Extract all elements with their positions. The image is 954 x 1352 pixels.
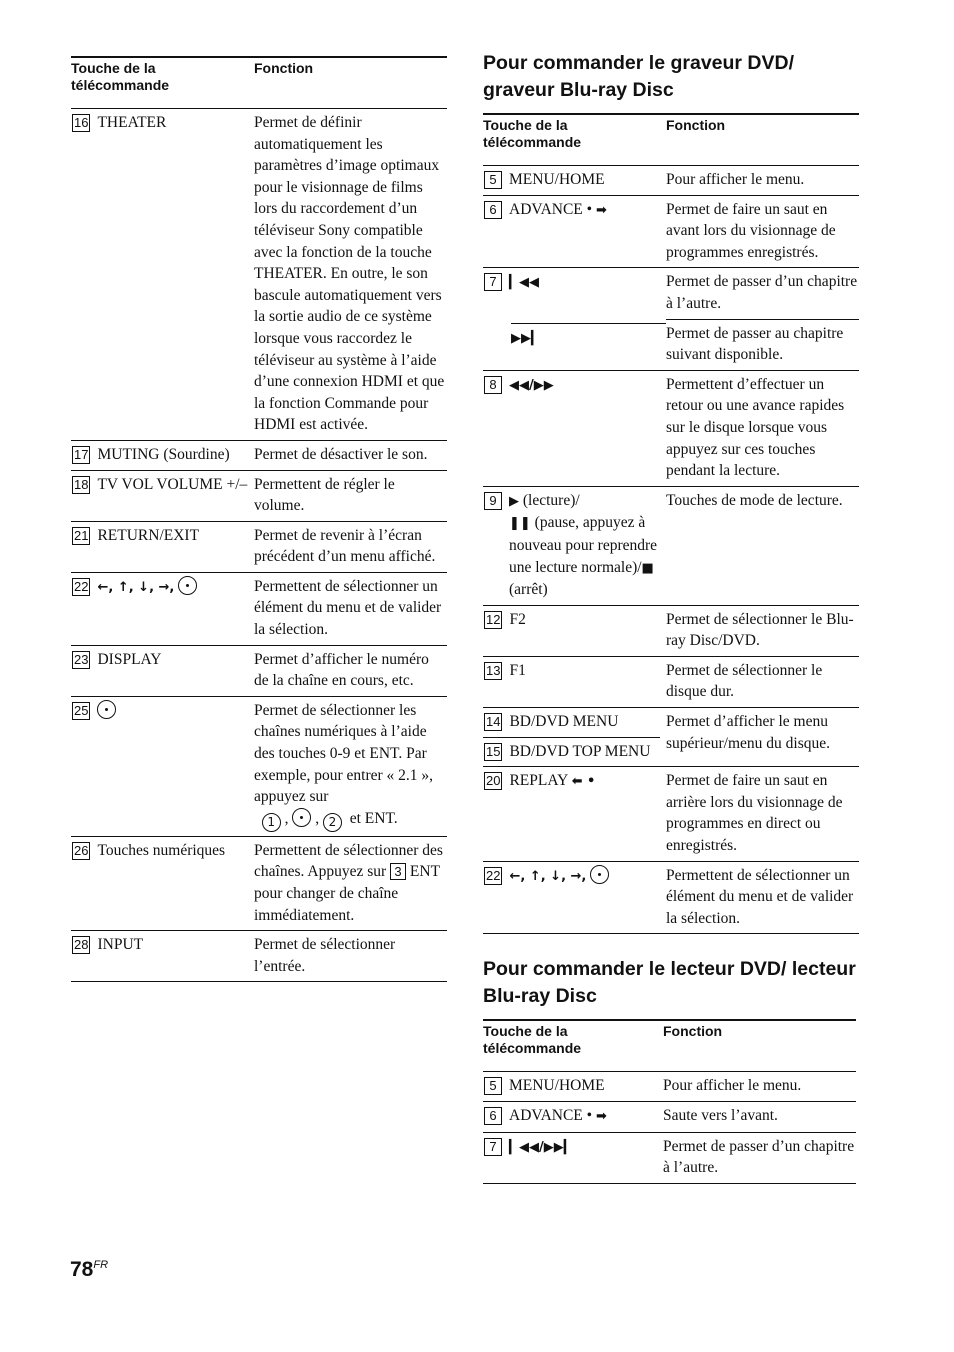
function-text: Permet de faire un saut en avant lors du visionnage de programmes enregistrés. bbox=[666, 200, 836, 261]
key-label: (lecture)/ bbox=[522, 491, 580, 509]
header-key: Touche de la télécommande bbox=[483, 1023, 582, 1057]
function-text: Permet de passer d’un chapitre à l’autre. bbox=[663, 1137, 855, 1177]
key-number: 9 bbox=[484, 492, 502, 510]
function-cell: Permet de sélectionner les chaînes numériques à l’aide des touches 0-9 et ENT. Par exemple, pour entrer « 2.1 », appuyez sur 1 , , 2 et ENT. bbox=[254, 696, 447, 836]
function-text: Permettent de régler le volume. bbox=[254, 475, 395, 515]
key-number: 21 bbox=[74, 527, 89, 543]
function-text: Permettent de sélectionner un élément du menu et de valider la sélection. bbox=[666, 866, 854, 927]
table-row bbox=[483, 1132, 856, 1183]
key-number: 25 bbox=[74, 702, 89, 718]
table-row bbox=[71, 440, 447, 470]
table-row bbox=[71, 109, 447, 441]
table-row bbox=[71, 696, 447, 836]
recorder-remote-table bbox=[483, 113, 859, 934]
key-number: 17 bbox=[74, 446, 89, 462]
page-language-suffix: FR bbox=[93, 1259, 109, 1271]
key-number: 6 bbox=[484, 1107, 502, 1125]
key-number: 7 bbox=[484, 273, 502, 291]
key-label: (arrêt) bbox=[509, 581, 548, 599]
key-number: 23 bbox=[74, 651, 89, 667]
digit-key-icon: 3 bbox=[390, 863, 406, 880]
table-header bbox=[483, 1020, 856, 1072]
table-row bbox=[483, 195, 859, 268]
key-number: 22 bbox=[74, 578, 89, 594]
key-label: MENU/HOME bbox=[509, 171, 605, 188]
key-label: REPLAY bbox=[509, 772, 568, 790]
advance-arrow-icon: ➡ bbox=[595, 202, 607, 218]
page-number bbox=[70, 1258, 108, 1282]
table-row bbox=[71, 836, 447, 930]
function-tail: et ENT. bbox=[349, 809, 398, 827]
dot-button-icon bbox=[97, 700, 116, 719]
table-row bbox=[71, 645, 447, 696]
key-label: DISPLAY bbox=[97, 650, 162, 668]
key-number: 18 bbox=[74, 476, 89, 492]
function-text: Saute vers l’avant. bbox=[663, 1107, 778, 1124]
rewind-forward-icon: ◀◀/▶▶ bbox=[509, 377, 554, 393]
header-function: Fonction bbox=[666, 117, 726, 133]
table-row bbox=[483, 708, 859, 767]
header-function: Fonction bbox=[663, 1023, 723, 1040]
function-text: Permettent de sélectionner un élément du menu et de valider la sélection. bbox=[254, 577, 442, 639]
header-key: Touche de la télécommande bbox=[71, 60, 170, 93]
table-row bbox=[483, 166, 859, 196]
key-label: THEATER bbox=[97, 114, 167, 131]
left-remote-table bbox=[71, 56, 447, 982]
digit-button-icon: 2 bbox=[323, 813, 342, 832]
key-label: INPUT bbox=[97, 936, 144, 954]
table-row bbox=[71, 931, 447, 982]
key-label: MENU/HOME bbox=[509, 1077, 605, 1095]
function-text: Permet d’afficher le numéro de la chaîne en cours, etc. bbox=[254, 650, 429, 690]
next-icon: ▶▶▎ bbox=[511, 330, 541, 346]
function-text: Permet de sélectionner le disque dur. bbox=[666, 661, 823, 701]
function-text: Pour afficher le menu. bbox=[666, 171, 805, 188]
function-text: Permet d’afficher le menu supérieur/menu du disque. bbox=[666, 713, 831, 752]
key-label: BD/DVD TOP MENU bbox=[509, 742, 651, 760]
right-column bbox=[483, 50, 859, 1184]
key-number: 12 bbox=[486, 611, 501, 627]
function-text: ENT pour changer de chaîne immédiatement. bbox=[254, 863, 440, 924]
advance-arrow-icon: ➡ bbox=[595, 1109, 607, 1124]
previous-icon: ▎◀◀ bbox=[509, 275, 539, 291]
function-text: Permet de sélectionner les chaînes numériques à l’aide des touches 0-9 et ENT. Par exemple, pour entrer « 2.1 », appuyez sur bbox=[254, 701, 434, 806]
key-number: 16 bbox=[74, 115, 89, 130]
key-label: (pause, appuyez à nouveau pour reprendre une lecture normale)/ bbox=[509, 514, 658, 576]
table-row bbox=[483, 656, 859, 707]
function-text: Permet de passer d’un chapitre à l’autre. bbox=[666, 273, 858, 312]
function-text: Permet de sélectionner le Blu-ray Disc/DVD. bbox=[666, 610, 854, 650]
function-text: Touches de mode de lecture. bbox=[666, 491, 843, 509]
table-row bbox=[483, 861, 859, 934]
play-icon: ▶ bbox=[509, 493, 519, 509]
key-label: Touches numériques bbox=[97, 841, 226, 859]
section-title: Pour commander le graveur DVD/ graveur Blu-ray Disc bbox=[483, 52, 795, 101]
table-header bbox=[71, 57, 447, 109]
dot-button-icon bbox=[292, 808, 311, 827]
key-label: F2 bbox=[509, 610, 526, 628]
key-label: ADVANCE • bbox=[509, 200, 593, 218]
table-row bbox=[71, 470, 447, 521]
function-text: Permet de revenir à l’écran précédent d’un menu affiché. bbox=[254, 526, 436, 566]
player-remote-table bbox=[483, 1019, 856, 1183]
key-number: 5 bbox=[484, 1077, 502, 1095]
enter-button-icon bbox=[590, 865, 609, 884]
arrow-keys-label: ←, ↑, ↓, →, bbox=[97, 579, 175, 595]
function-text: Permettent de sélectionner des chaînes. Appuyez sur bbox=[254, 841, 443, 881]
key-number: 20 bbox=[486, 773, 501, 789]
table-row bbox=[71, 572, 447, 645]
function-text: Permet de définir automatiquement les paramètres d’image optimaux pour le visionnage de films lors du raccordement d’un téléviseur Sony compatible avec la fonction de la touche THEATER. En outre, le son bascule automatiquement vers la sortie audio de ce système lorsque vous raccordez le téléviseur au système à l’aide d’une connexion HDMI et que la fonction Commande pour HDMI est activée. bbox=[254, 114, 445, 434]
key-number: 8 bbox=[484, 376, 502, 394]
key-label: F1 bbox=[509, 661, 526, 679]
table-row bbox=[71, 521, 447, 572]
key-number: 7 bbox=[484, 1138, 502, 1156]
arrow-keys-label: ←, ↑, ↓, →, bbox=[509, 868, 587, 884]
table-row bbox=[483, 370, 859, 486]
function-text: Permettent d’effectuer un retour ou une avance rapides sur le disque lorsque vous appuyez sur ces touches pendant la lecture. bbox=[666, 375, 845, 480]
key-label: MUTING (Sourdine) bbox=[97, 445, 230, 463]
header-function: Fonction bbox=[254, 60, 314, 76]
key-number: 14 bbox=[486, 714, 501, 730]
table-row bbox=[483, 1072, 856, 1102]
stop-icon: ■ bbox=[641, 560, 654, 576]
replay-arrow-icon: ⬅ • bbox=[571, 774, 596, 790]
table-row bbox=[483, 1102, 856, 1133]
key-number: 15 bbox=[486, 743, 501, 759]
table-row bbox=[483, 767, 859, 861]
section-title: Pour commander le lecteur DVD/ lecteur Blu-ray Disc bbox=[483, 958, 856, 1008]
table-row bbox=[483, 605, 859, 656]
key-number: 13 bbox=[486, 662, 501, 678]
pause-icon: ❚❚ bbox=[509, 516, 531, 532]
digit-button-icon: 1 bbox=[262, 813, 281, 832]
function-text: Permet de faire un saut en arrière lors du visionnage de programmes en direct ou enregistrés. bbox=[666, 772, 843, 855]
page-number-value: 78 bbox=[70, 1258, 94, 1281]
left-column bbox=[71, 56, 447, 982]
function-text: Pour afficher le menu. bbox=[663, 1077, 802, 1095]
function-text: Permet de passer au chapitre suivant disponible. bbox=[666, 319, 859, 370]
key-number: 26 bbox=[74, 842, 89, 858]
table-row bbox=[483, 268, 859, 319]
function-text: Permet de sélectionner l’entrée. bbox=[254, 936, 396, 975]
table-row bbox=[483, 486, 859, 605]
key-number: 22 bbox=[486, 867, 501, 883]
function-cell bbox=[254, 836, 447, 930]
table-header bbox=[483, 114, 859, 166]
header-key: Touche de la télécommande bbox=[483, 117, 582, 150]
previous-next-icon: ▎◀◀/▶▶▎ bbox=[509, 1139, 574, 1155]
function-text: Permet de désactiver le son. bbox=[254, 445, 428, 463]
key-number: 6 bbox=[484, 201, 502, 219]
table-row bbox=[483, 319, 859, 370]
key-label: BD/DVD MENU bbox=[509, 713, 619, 731]
key-number: 28 bbox=[74, 937, 89, 953]
key-label: ADVANCE • bbox=[509, 1107, 593, 1124]
key-number: 5 bbox=[484, 171, 502, 189]
key-label: TV VOL VOLUME +/– bbox=[97, 475, 248, 493]
key-label: RETURN/EXIT bbox=[97, 526, 200, 544]
enter-button-icon bbox=[178, 576, 197, 595]
